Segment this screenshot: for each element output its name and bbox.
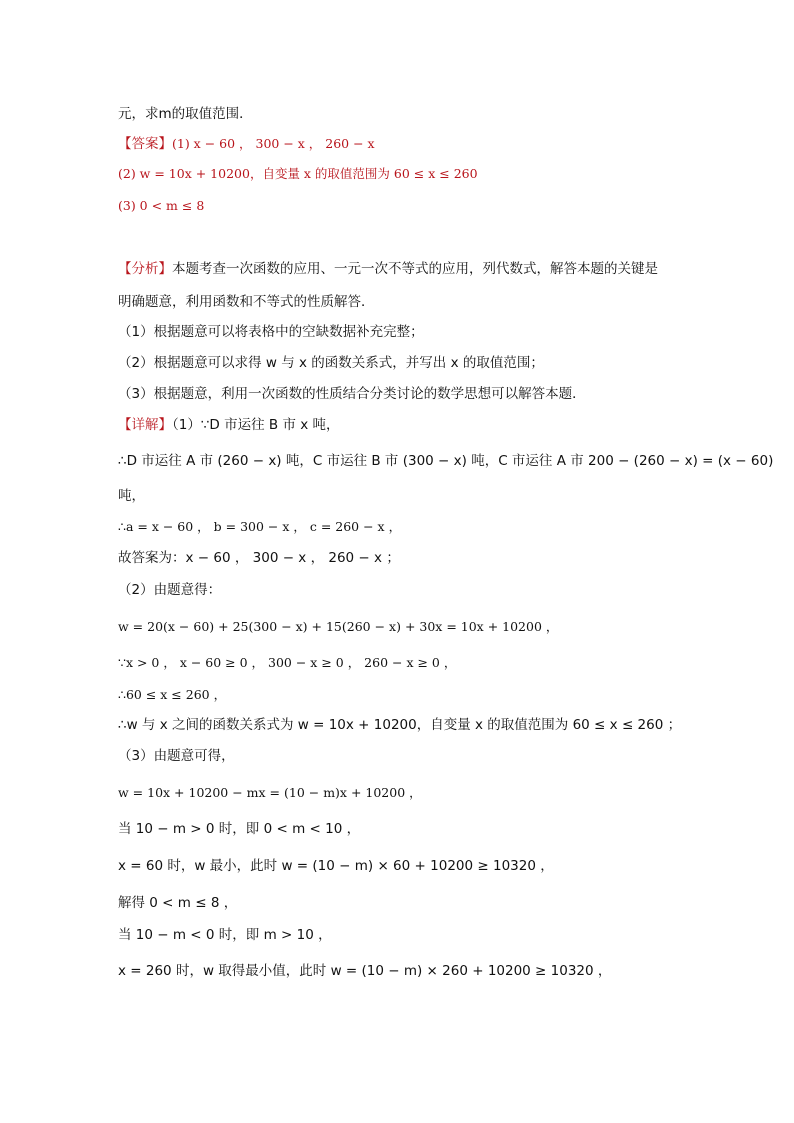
analysis-line-2: 明确题意，利用函数和不等式的性质解答．	[118, 294, 375, 310]
detail-line-9: ∴60 ≤ x ≤ 260 ，	[118, 687, 227, 702]
detail-line-13: 当 10 − m > 0 时，即 0 < m < 10 ，	[118, 821, 361, 837]
detail-line-4: ∴a = x − 60 ， b = 300 − x ， c = 260 − x ，	[118, 519, 402, 534]
detail-line-3: 吨，	[118, 488, 145, 504]
text-line-1: 元，求m的取值范围．	[118, 106, 253, 122]
detail-line-2: ∴D 市运往 A 市 (260 − x) 吨，C 市运往 B 市 (300 − x) 吨，C 市运往 A 市 200 − (260 − x) = (x − 60)	[118, 453, 774, 469]
analysis-line-5: （3）根据题意，利用一次函数的性质结合分类讨论的数学思想可以解答本题．	[118, 386, 586, 402]
detail-line-10: ∴w 与 x 之间的函数关系式为 w = 10x + 10200，自变量 x 的取值范围为 60 ≤ x ≤ 260 ；	[118, 717, 682, 733]
detail-line-1: 【详解】（1）∵D 市运往 B 市 x 吨，	[118, 417, 340, 433]
answer-label: 【答案】	[118, 136, 172, 152]
detail-line-16: 当 10 − m < 0 时，即 m > 10 ，	[118, 927, 332, 943]
detail-line-8: ∵x > 0 ， x − 60 ≥ 0 ， 300 − x ≥ 0 ， 260 − x ≥ 0 ，	[118, 655, 457, 670]
detail-line-12: w = 10x + 10200 − mx = (10 − m)x + 10200 ，	[118, 785, 422, 800]
answer-line-1: 【答案】(1) x − 60 ， 300 − x ， 260 − x	[118, 136, 375, 152]
detail-line-14: x = 60 时，w 最小，此时 w = (10 − m) × 60 + 10200 ≥ 10320 ，	[118, 858, 554, 874]
detail-line-11: （3）由题意可得，	[118, 748, 235, 764]
analysis-line-3: （1）根据题意可以将表格中的空缺数据补充完整；	[118, 324, 424, 340]
detail-line-17: x = 260 时，w 取得最小值，此时 w = (10 − m) × 260 + 10200 ≥ 10320 ，	[118, 963, 612, 979]
analysis-line-4: （2）根据题意可以求得 w 与 x 的函数关系式，并写出 x 的取值范围；	[118, 355, 544, 371]
detail-line-7: w = 20(x − 60) + 25(300 − x) + 15(260 − x) + 30x = 10x + 10200 ，	[118, 619, 559, 634]
detail-line-6: （2）由题意得：	[118, 582, 222, 598]
analysis-label: 【分析】	[118, 261, 172, 277]
answer-line-3: (3) 0 < m ≤ 8	[118, 198, 205, 213]
analysis-line-1: 【分析】本题考查一次函数的应用、一元一次不等式的应用，列代数式，解答本题的关键是	[118, 261, 658, 277]
detail-label: 【详解】	[118, 417, 172, 433]
detail-line-15: 解得 0 < m ≤ 8 ，	[118, 895, 238, 911]
answer-line-2: (2) w = 10x + 10200，自变量 x 的取值范围为 60 ≤ x ≤ 260	[118, 166, 478, 181]
detail-line-5: 故答案为：x − 60 ， 300 − x ， 260 − x ；	[118, 550, 400, 566]
